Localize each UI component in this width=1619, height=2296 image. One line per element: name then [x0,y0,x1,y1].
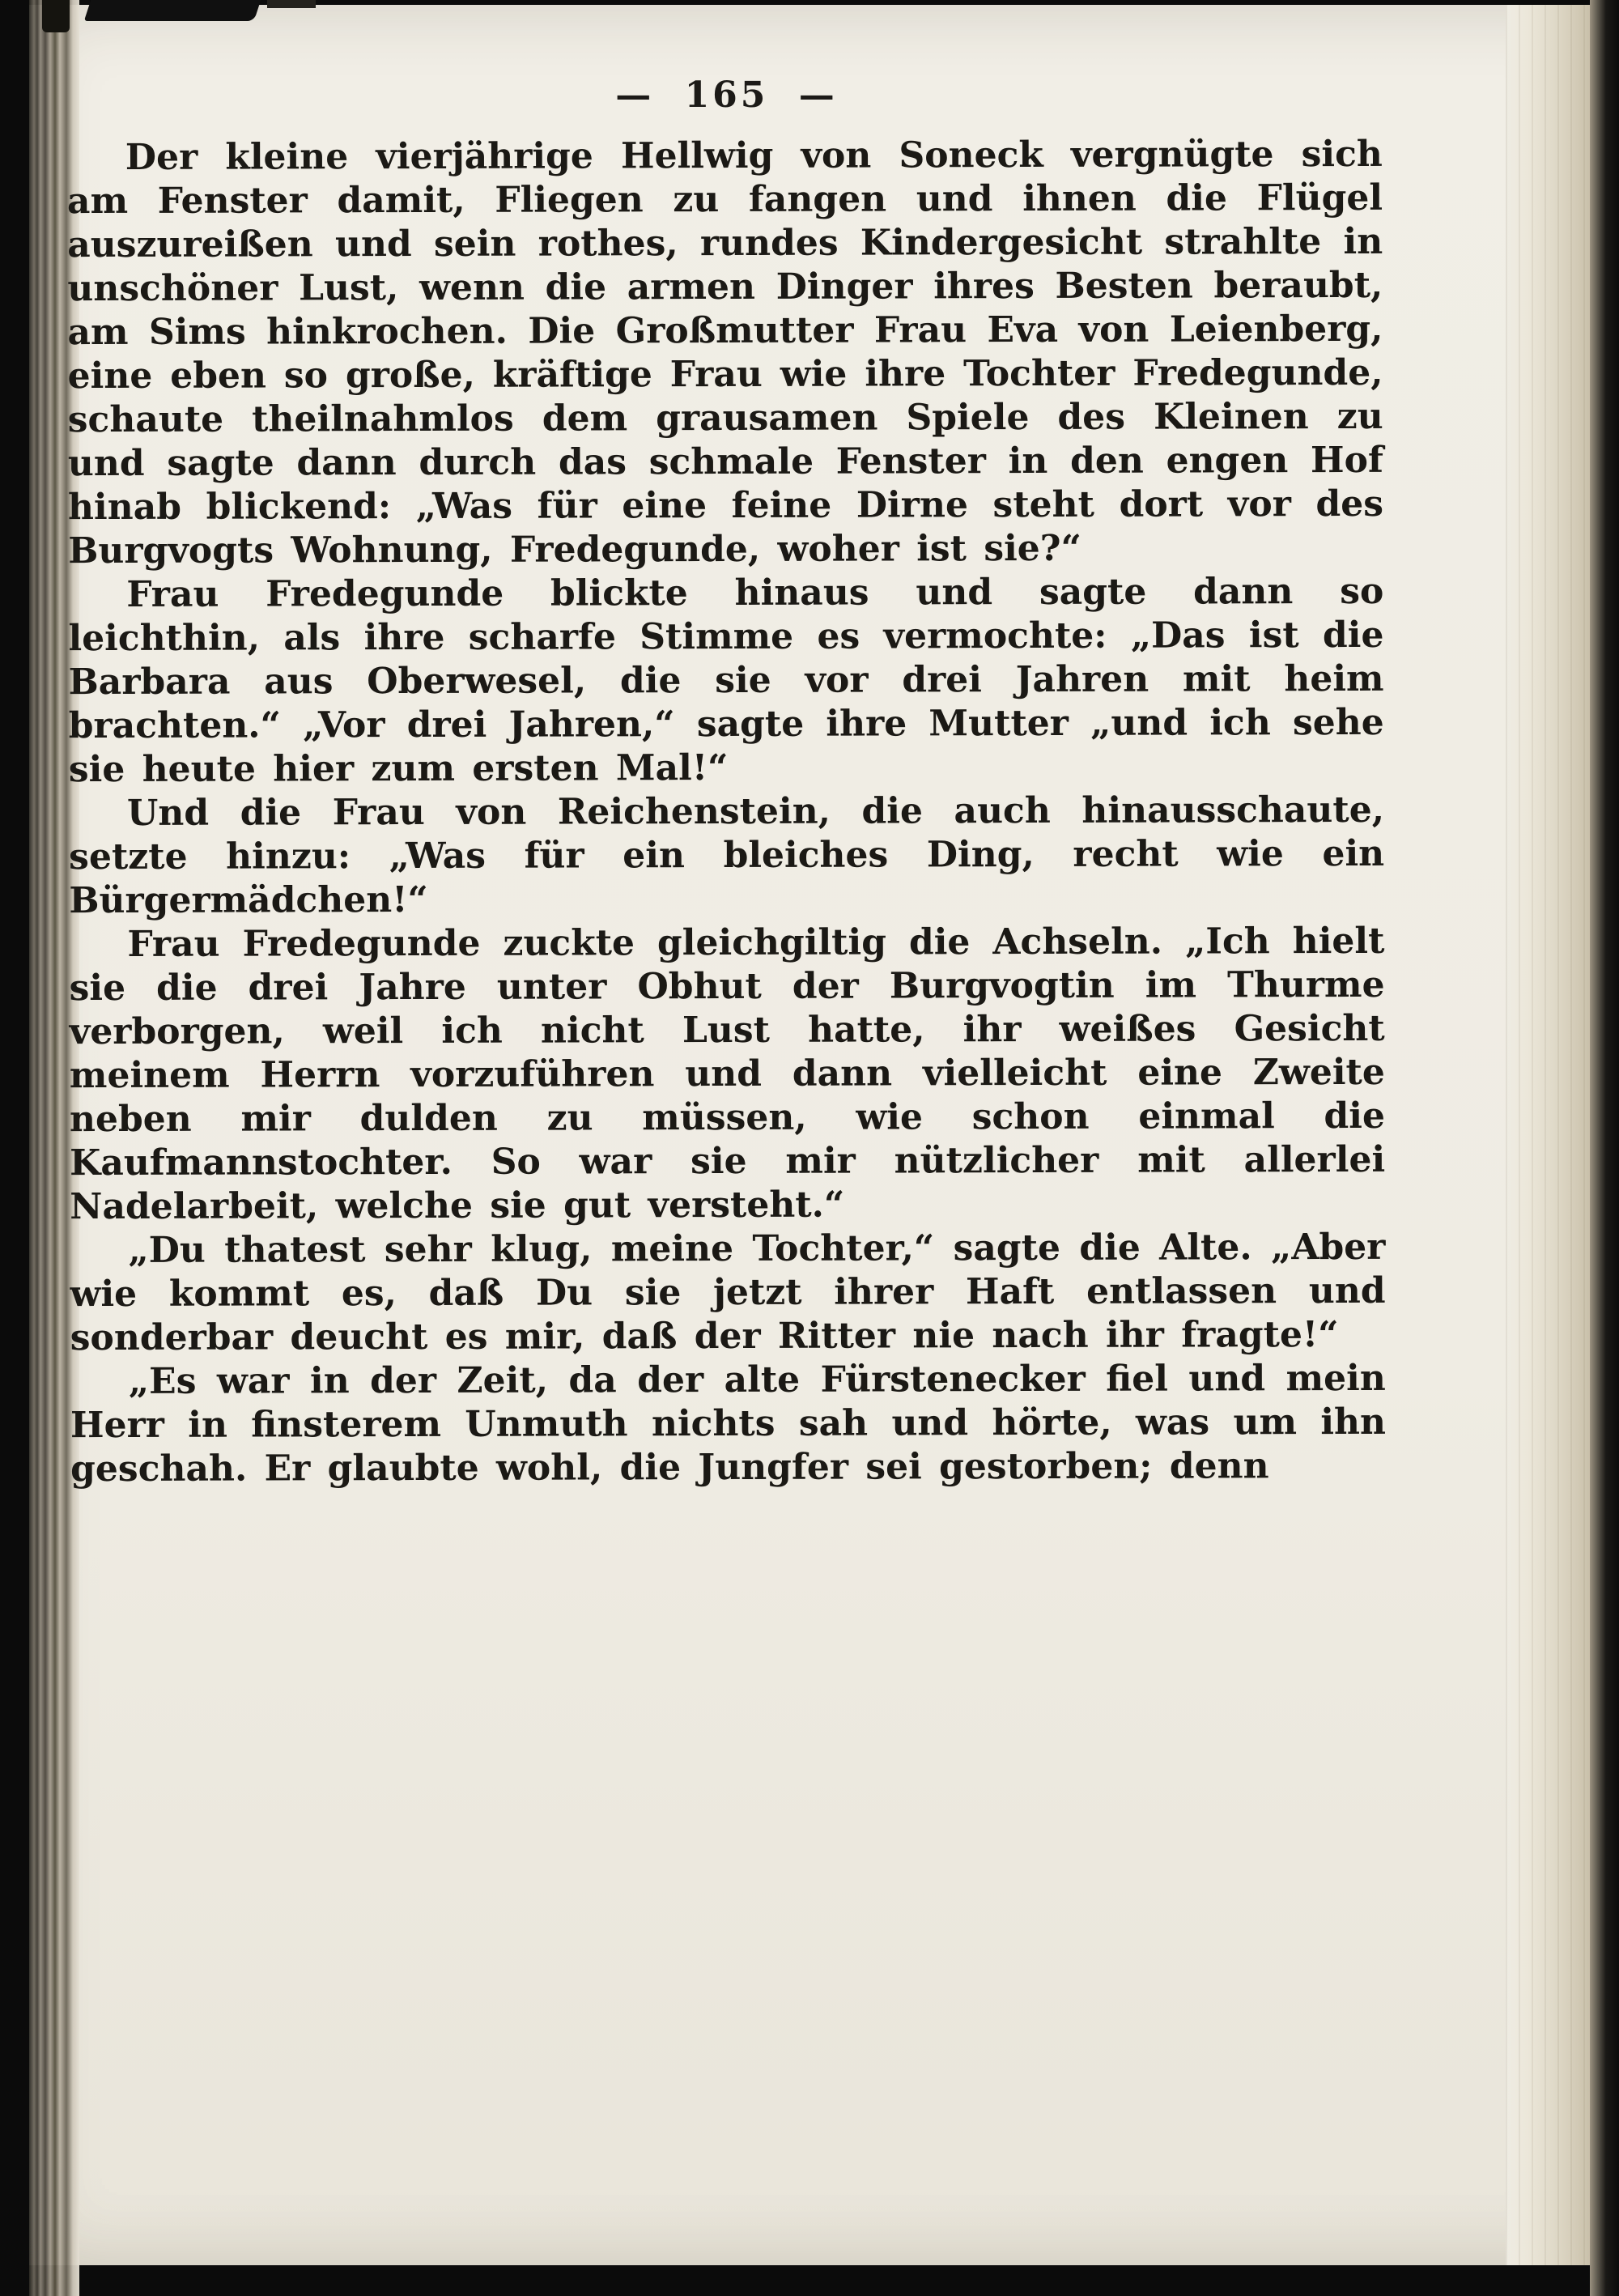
paragraph: „Du thatest sehr klug, meine Tochter,“ sagte die Alte. „Aber wie kommt es, daß Du sie jetzt ihrer Haft entlassen und sonderbar deucht es mir, daß der Ritter nie nach ihr fragte!“ [70,1226,1386,1359]
page-edges-right [1506,5,1591,2265]
paragraph: Und die Frau von Reichenstein, die auch hinausschaute, setzte hinzu: „Was für ein bleiches Ding, recht wie ein Bürgermädchen!“ [69,789,1385,922]
scan-artifact-mark [42,0,70,32]
paragraph: Der kleine vierjährige Hellwig von Soneck vergnügte sich am Fenster damit, Fliegen zu fangen und ihnen die Flügel auszureißen und sein rothes, rundes Kindergesicht strahlte in unschöner Lust, wenn die armen Dinger ihres Besten beraubt, am Sims hinkrochen. Die Großmutter Frau Eva von Leienberg, eine eben so große, kräftige Frau wie ihre Tochter Fredegunde, schaute theilnahmlos dem grausamen Spiele des Kleinen zu und sagte dann durch das schmale Fenster in den engen Hof hinab blickend: „Was für eine feine Dirne steht dort vor des Burgvogts Wohnung, Fredegunde, woher ist sie?“ [66,133,1384,572]
scan-artifact-mark [84,0,261,21]
book-cover-edge-right [1590,0,1619,2296]
page-number: — 165 — [615,74,838,116]
scan-artifact-mark [267,0,316,8]
page-body-text [67,133,1386,1491]
paragraph: Frau Fredegunde zuckte gleichgiltig die Achseln. „Ich hielt sie die drei Jahre unter Obhut der Burgvogtin im Thurme verborgen, weil ich nicht Lust hatte, ihr weißes Gesicht meinem Herrn vorzuführen und dann vielleicht eine Zweite neben mir dulden zu müssen, wie schon einmal die Kaufmannstochter. So war sie mir nützlicher mit allerlei Nadelarbeit, welche sie gut versteht.“ [69,920,1386,1228]
paragraph: Frau Fredegunde blickte hinaus und sagte dann so leichthin, als ihre scharfe Stimme es vermochte: „Das ist die Barbara aus Oberwesel, die sie vor drei Jahren mit heim brachten.“ „Vor drei Jahren,“ sagte ihre Mutter „und ich sehe sie heute hier zum ersten Mal!“ [68,570,1384,791]
paragraph: „Es war in der Zeit, da der alte Fürstenecker fiel und mein Herr in finsterem Unmuth nichts sah und hörte, was um ihn geschah. Er glaubte wohl, die Jungfer sei gestorben; denn [70,1357,1387,1490]
